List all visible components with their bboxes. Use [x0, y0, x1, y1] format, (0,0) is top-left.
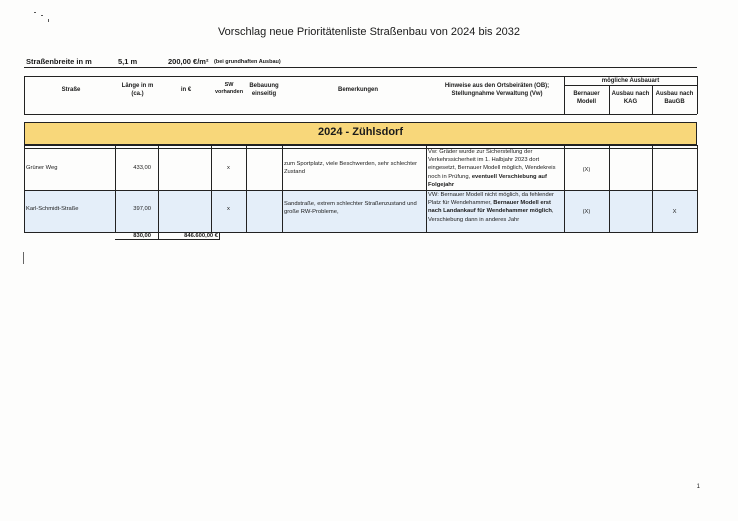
page-title: Vorschlag neue Prioritätenliste Straßenbau von 2024 bis 2032 — [217, 26, 521, 38]
page-number: 1 — [696, 484, 700, 490]
cell-bernauer: (X) — [582, 167, 591, 173]
header-kag: Ausbau nach KAG — [611, 91, 650, 106]
header-ausbauart: mögliche Ausbauart — [601, 78, 660, 84]
scan-mark — [23, 252, 24, 264]
total-laenge: 830,00 — [133, 233, 151, 239]
price-note: (bei grundhaften Ausbau) — [214, 59, 281, 65]
cell-strasse: Karl-Schmidt-Straße — [26, 206, 79, 212]
header-bebauung: Bebauung einseitig — [249, 83, 279, 98]
header-bernauer: Bernauer Modell — [573, 91, 600, 106]
scan-mark — [34, 12, 36, 13]
header-laenge: Länge in m (ca.) — [121, 83, 154, 98]
cell-bernauer: (X) — [582, 209, 591, 215]
cell-sw: x — [227, 165, 230, 171]
cell-strasse: Grüner Weg — [26, 165, 58, 171]
header-strasse: Straße — [61, 87, 81, 93]
cell-laenge: 433,00 — [133, 165, 151, 171]
header-euro: in € — [180, 87, 192, 93]
total-euro: 846.600,00 € — [184, 233, 218, 239]
header-baugb: Ausbau nach BauGB — [655, 91, 694, 106]
cell-hinweise: Vw: Gräder wurde zur Sicherstellung der Verkehrssicherheit im 1. Halbjahr 2023 dort eingesetzt, Bernauer Modell möglich, Wendekreis noch in Prüfung, eventuell Verschiebung auf Folgejahr — [428, 149, 556, 188]
street-width-label: Straßenbreite in m — [26, 57, 92, 66]
price-per-sqm: 200,00 €/m² — [168, 57, 209, 66]
street-width-value: 5,1 m — [118, 57, 138, 66]
cell-bemerkungen: Sandstraße, extrem schlechter Straßenzustand und große RW-Probleme, — [284, 201, 417, 216]
scan-mark — [41, 15, 43, 16]
cell-sw: x — [227, 206, 230, 212]
header-sw: SW vorhanden — [214, 82, 244, 96]
header-bemerkungen: Bemerkungen — [337, 87, 378, 93]
cell-hinweise: VW: Bernauer Modell nicht möglich, da fehlender Platz für Wendehammer, Bernauer Modell erst nach Landankauf für Wendehammer möglich, Verschiebung dann in anderes Jahr — [428, 192, 554, 223]
cell-bemerkungen: zum Sportplatz, viele Beschwerden, sehr schlechter Zustand — [284, 161, 418, 176]
section-title: 2024 - Zühlsdorf — [318, 126, 403, 138]
cell-baugb: X — [672, 209, 677, 215]
cell-laenge: 397,00 — [133, 206, 151, 212]
header-hinweise: Hinweise aus den Ortsbeiräten (OB); Stellungnahme Verwaltung (Vw) — [444, 83, 550, 98]
scan-mark — [48, 19, 49, 22]
